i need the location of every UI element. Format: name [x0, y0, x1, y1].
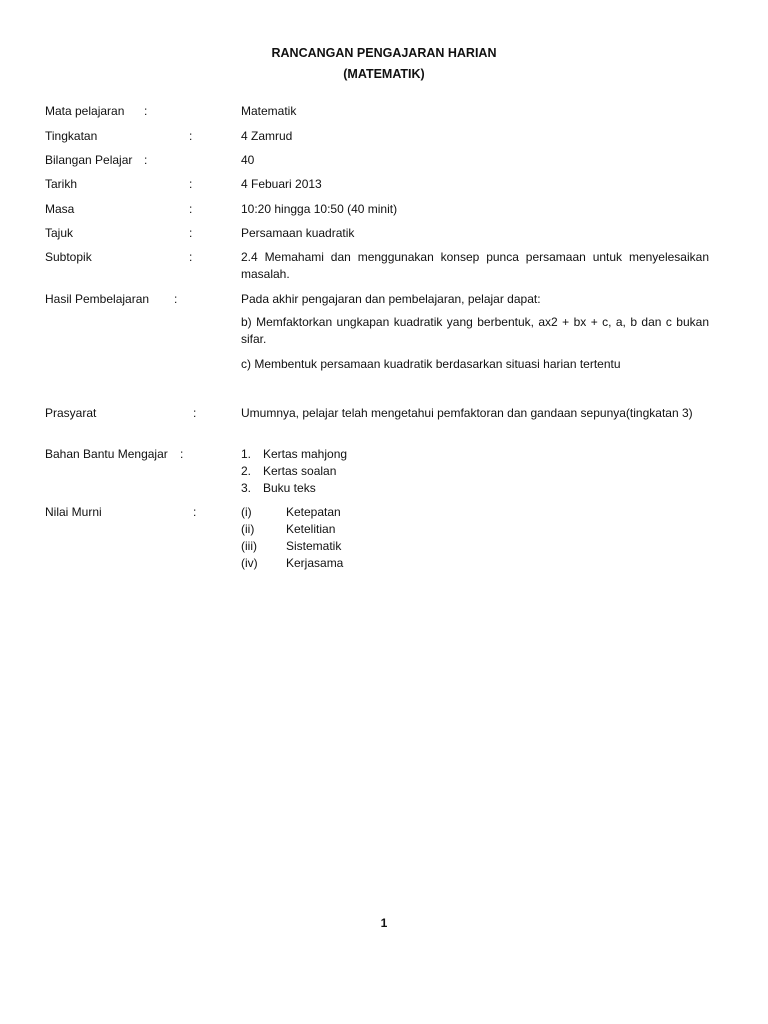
field-colon: : [189, 202, 193, 216]
field-label: Tingkatan [45, 129, 98, 143]
field-value-group [241, 291, 709, 373]
document-subtitle: (MATEMATIK) [343, 67, 425, 81]
field-value: Persamaan kuadratik [241, 226, 355, 240]
field-colon: : [180, 447, 184, 461]
list-item [241, 463, 709, 480]
list-item [241, 521, 709, 538]
hasil-item: b) Memfaktorkan ungkapan kuadratik yang berbentuk, ax2 + bx + c, a, b dan c bukan sifar. [241, 315, 709, 346]
field-colon: : [189, 129, 193, 143]
field-colon: : [144, 153, 148, 167]
nilai-list [241, 504, 709, 572]
field-label: Tajuk [45, 226, 74, 240]
list-number: 2. [241, 464, 252, 478]
field-value: 4 Zamrud [241, 129, 293, 143]
field-colon: : [193, 505, 197, 519]
field-label: Nilai Murni [45, 505, 102, 519]
field-label: Mata pelajaran [45, 104, 125, 118]
list-text: Kertas mahjong [263, 447, 348, 461]
field-value: 2.4 Memahami dan menggunakan konsep punca persamaan untuk menyelesaikan masalah. [241, 250, 709, 281]
field-label: Tarikh [45, 177, 78, 191]
bahan-list-wrap [241, 446, 709, 497]
field-colon: : [189, 226, 193, 240]
list-number: 3. [241, 481, 252, 495]
list-text: Kertas soalan [263, 464, 337, 478]
bahan-list [241, 446, 709, 497]
list-number: (iv) [241, 556, 258, 570]
list-item [241, 504, 709, 521]
field-label: Bahan Bantu Mengajar [45, 447, 168, 461]
field-label: Hasil Pembelajaran [45, 292, 150, 306]
list-item [241, 538, 709, 555]
field-value: Umumnya, pelajar telah mengetahui pemfaktoran dan gandaan sepunya(tingkatan 3) [241, 406, 693, 420]
field-value: 4 Febuari 2013 [241, 177, 322, 191]
list-item [241, 480, 709, 497]
field-colon: : [174, 292, 178, 306]
hasil-intro: Pada akhir pengajaran dan pembelajaran, pelajar dapat: [241, 292, 541, 306]
list-number: 1. [241, 447, 252, 461]
field-colon: : [189, 177, 193, 191]
field-colon: : [144, 104, 148, 118]
field-label: Masa [45, 202, 75, 216]
list-text: Ketepatan [286, 505, 341, 519]
list-text: Buku teks [263, 481, 316, 495]
hasil-item: c) Membentuk persamaan kuadratik berdasarkan situasi harian tertentu [241, 357, 621, 371]
field-value: 10:20 hingga 10:50 (40 minit) [241, 202, 398, 216]
list-item [241, 446, 709, 463]
field-value: 40 [241, 153, 255, 167]
field-label: Bilangan Pelajar [45, 153, 133, 167]
list-number: (ii) [241, 522, 255, 536]
field-label: Subtopik [45, 250, 92, 264]
list-item [241, 555, 709, 572]
list-text: Kerjasama [286, 556, 344, 570]
field-colon: : [189, 250, 193, 264]
list-text: Ketelitian [286, 522, 336, 536]
list-number: (iii) [241, 539, 257, 553]
field-label: Prasyarat [45, 406, 97, 420]
page-number: 1 [380, 916, 388, 930]
list-text: Sistematik [286, 539, 342, 553]
field-colon: : [193, 406, 197, 420]
field-value: Matematik [241, 104, 297, 118]
list-number: (i) [241, 505, 252, 519]
document-title: RANCANGAN PENGAJARAN HARIAN [271, 46, 497, 60]
